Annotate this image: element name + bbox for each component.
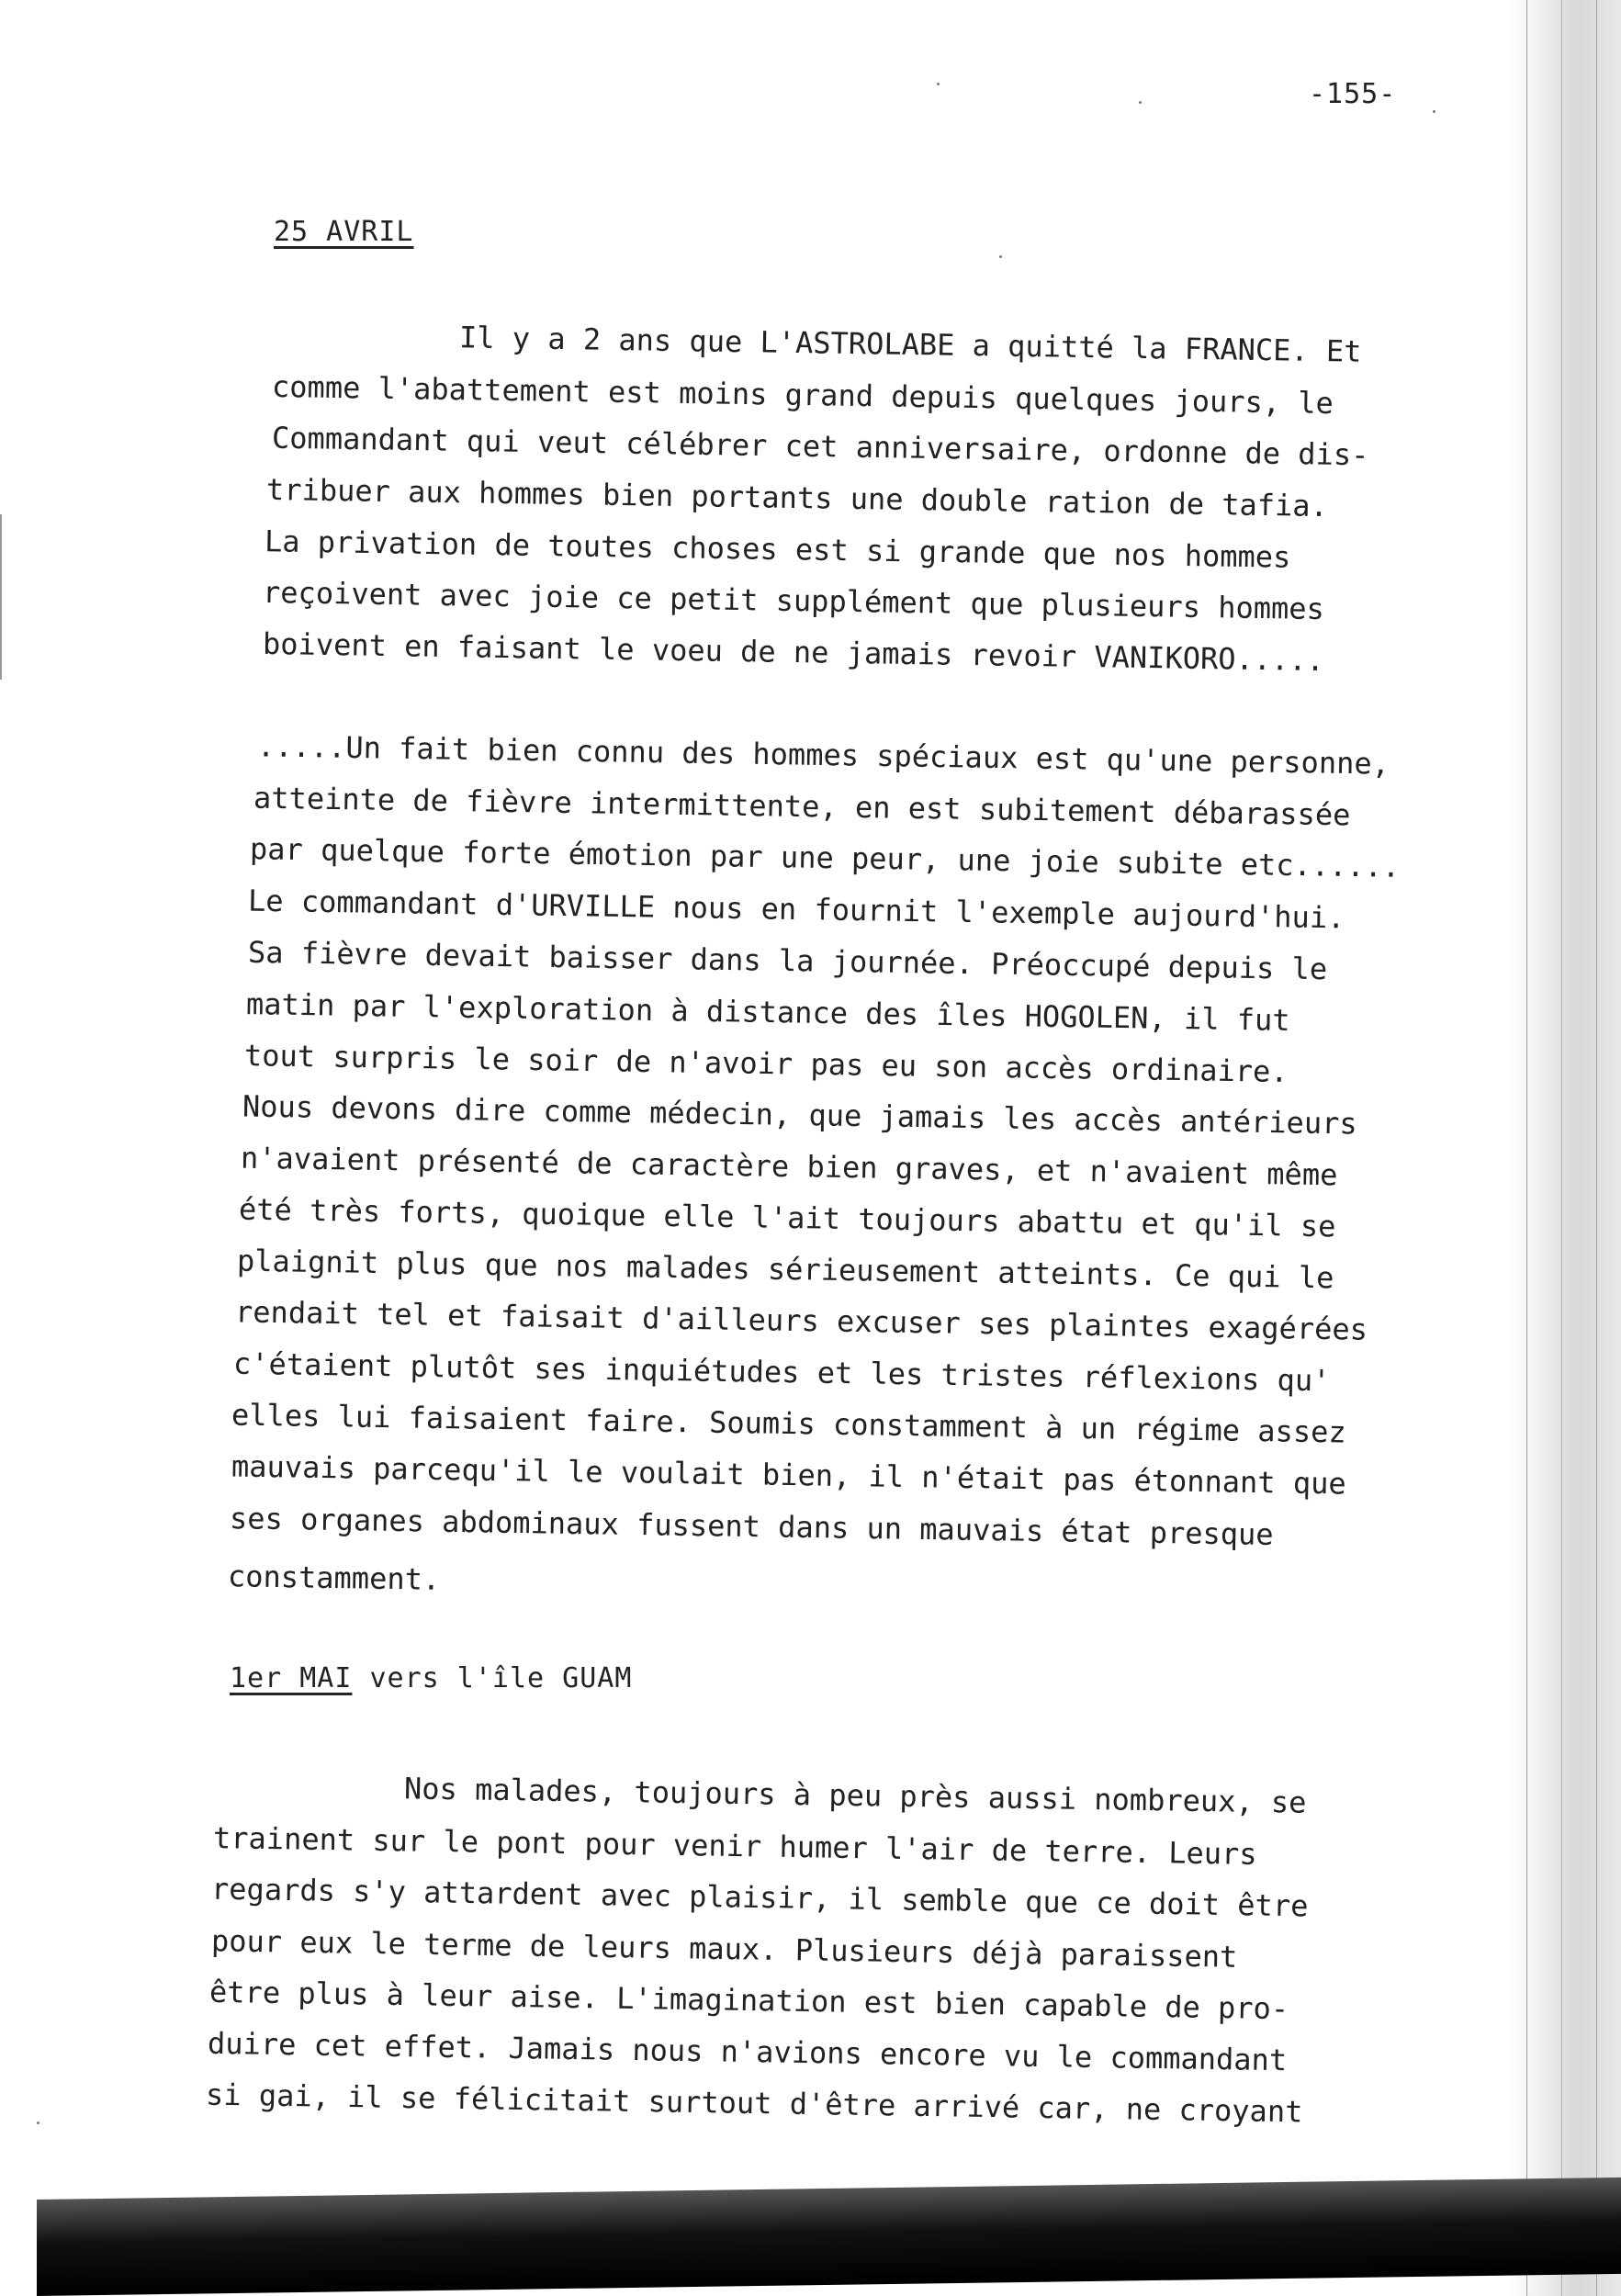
text-line: si gai, il se félicitait surtout d'être arrivé car, ne croyant <box>205 2077 1303 2130</box>
text-line: Commandant qui veut célébrer cet anniversaire, ordonne de dis- <box>271 420 1369 473</box>
text-line: Le commandant d'URVILLE nous en fournit l'exemple aujourd'hui. <box>247 883 1345 936</box>
scan-speck <box>37 2122 39 2124</box>
text-line: c'étaient plutôt ses inquiétudes et les tristes réflexions qu' <box>232 1345 1331 1399</box>
text-line: tribuer aux hommes bien portants une double ration de tafia. <box>265 471 1329 524</box>
text-line: Nos malades, toujours à peu près aussi nombreux, se <box>403 1771 1307 1820</box>
scan-shadow <box>37 2178 1621 2296</box>
text-line: duire cet effet. Jamais nous n'avions encore vu le commandant <box>207 2025 1288 2078</box>
text-line: plaignit plus que nos malades sérieusement atteints. Ce qui le <box>236 1243 1334 1296</box>
section-heading <box>230 1662 632 1694</box>
text-line: par quelque forte émotion par une peur, une joie subite etc...... <box>249 831 1401 884</box>
binding-line <box>1596 0 1597 2296</box>
binding-line <box>1561 0 1562 2296</box>
text-line: constamment. <box>227 1559 441 1597</box>
text-line: tout surpris le soir de n'avoir pas eu son accès ordinaire. <box>243 1038 1289 1089</box>
scan-speck <box>1139 101 1142 104</box>
text-line: reçoivent avec joie ce petit supplément que plusieurs hommes <box>262 574 1325 627</box>
scan-speck <box>999 255 1002 258</box>
section-date-suffix: vers l'île GUAM <box>352 1662 633 1694</box>
text-line: elles lui faisaient faire. Soumis constamment à un régime assez <box>231 1397 1346 1450</box>
text-line: été très forts, quoique elle l'ait toujours abattu et qu'il se <box>238 1191 1336 1244</box>
section-date: 25 AVRIL <box>274 216 414 248</box>
page-number: -155- <box>1309 78 1397 110</box>
text-line: La privation de toutes choses est si grande que nos hommes <box>264 523 1291 575</box>
binding-edge <box>1506 0 1621 2296</box>
text-line: matin par l'exploration à distance des îles HOGOLEN, il fut <box>245 986 1290 1038</box>
text-line: comme l'abattement est moins grand depuis quelques jours, le <box>271 368 1334 422</box>
text-line: mauvais parcequ'il le voulait bien, il n'était pas étonnant que <box>231 1448 1346 1502</box>
section-date: 1er MAI <box>230 1662 353 1694</box>
binding-line <box>1526 0 1527 2296</box>
scan-speck <box>1433 110 1435 113</box>
text-line: pour eux le terme de leurs maux. Plusieurs déjà paraissent <box>210 1923 1238 1975</box>
text-line: Il y a 2 ans que L'ASTROLABE a quitté la FRANCE. Et <box>458 320 1362 369</box>
text-line: trainent sur le pont pour venir humer l'air de terre. Leurs <box>212 1820 1257 1872</box>
margin-mark <box>0 514 2 680</box>
text-line: regards s'y attardent avec plaisir, il semble que ce doit être <box>210 1871 1309 1924</box>
text-line: .....Un fait bien connu des hommes spéciaux est qu'une personne, <box>256 728 1390 782</box>
text-line: rendait tel et faisait d'ailleurs excuser ses plaintes exagérées <box>234 1294 1368 1347</box>
section-heading <box>274 216 414 248</box>
scan-speck <box>937 83 940 85</box>
text-line: Sa fièvre devait baisser dans la journée. Préoccupé depuis le <box>247 934 1328 987</box>
text-line: être plus à leur aise. L'imagination est bien capable de pro- <box>208 1974 1289 2027</box>
text-line: n'avaient présenté de caractère bien graves, et n'avaient même <box>240 1140 1338 1193</box>
text-line: atteinte de fièvre intermittente, en est subitement débarassée <box>253 780 1351 833</box>
text-line: ses organes abdominaux fussent dans un mauvais état presque <box>229 1501 1274 1552</box>
text-line: boivent en faisant le voeu de ne jamais revoir VANIKORO..... <box>262 625 1325 679</box>
text-line: Nous devons dire comme médecin, que jamais les accès antérieurs <box>242 1088 1357 1142</box>
